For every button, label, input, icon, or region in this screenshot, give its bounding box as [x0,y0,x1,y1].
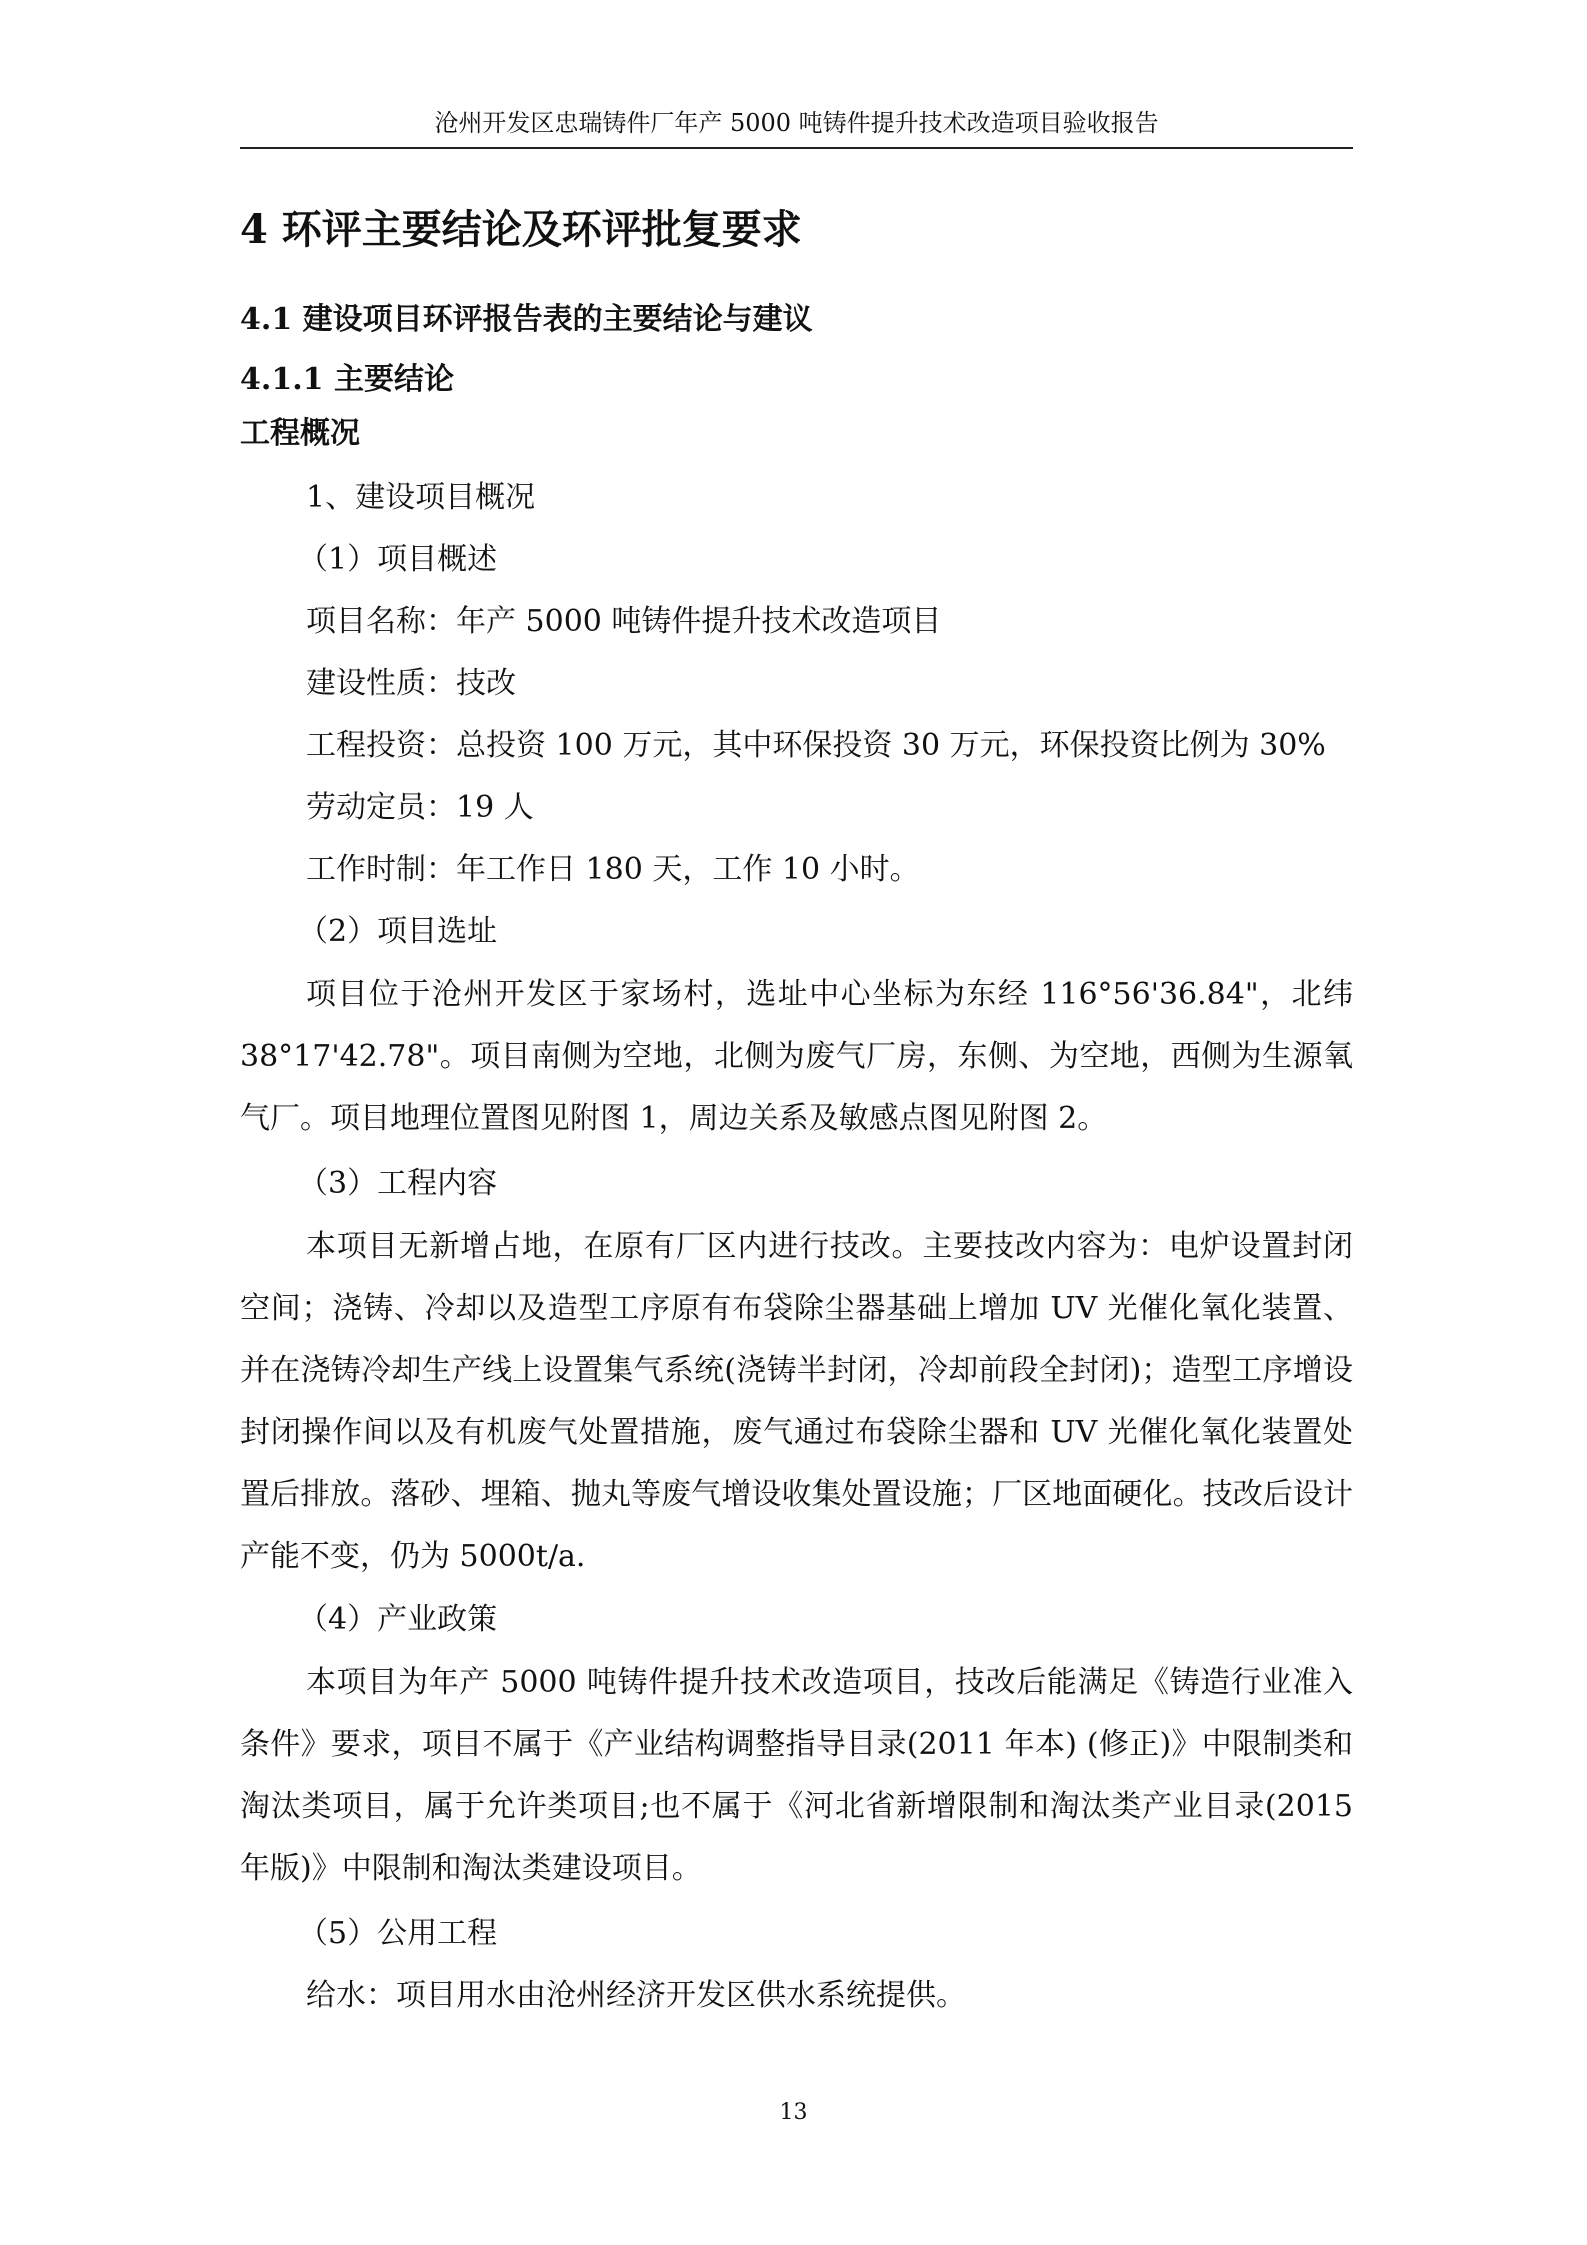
sub-heading-overview: （1）项目概述 [298,542,498,577]
header-rule [240,147,1353,149]
sub-heading-utilities: （5）公用工程 [298,1916,498,1951]
topic-heading: 工程概况 [240,416,360,451]
project-staff: 劳动定员：19 人 [306,790,534,825]
sub-heading-policy: （4）产业政策 [298,1602,498,1637]
page-number: 13 [779,2100,808,2125]
sub-heading-content: （3）工程内容 [298,1166,498,1201]
running-header: 沧州开发区忠瑞铸件厂年产 5000 吨铸件提升技术改造项目验收报告 [434,109,1159,137]
sub-heading-location: （2）项目选址 [298,914,498,949]
water-supply: 给水：项目用水由沧州经济开发区供水系统提供。 [306,1978,966,2013]
policy-paragraph: 本项目为年产 5000 吨铸件提升技术改造项目，技改后能满足《铸造行业准入条件》要求，项目不属于《产业结构调整指导目录(2011 年本) (修正)》中限制类和淘汰类项目，属于允许类项目;也不属于《河北省新增限制和淘汰类产业目录(2015 年版)》中限制和淘汰类建设项目。 [240,1665,1353,1886]
project-name: 项目名称：年产 5000 吨铸件提升技术改造项目 [306,604,942,639]
project-investment: 工程投资：总投资 100 万元，其中环保投资 30 万元，环保投资比例为 30% [306,728,1326,763]
chapter-heading: 4 环评主要结论及环评批复要求 [240,206,802,253]
project-nature: 建设性质：技改 [306,666,516,701]
location-paragraph: 项目位于沧州开发区于家场村，选址中心坐标为东经 116°56'36.84"，北纬 38°17'42.78"。项目南侧为空地，北侧为废气厂房，东侧、为空地，西侧为生源氧气厂。项目地理位置图见附图 1，周边关系及敏感点图见附图 2。 [240,977,1353,1136]
item-heading: 1、建设项目概况 [306,480,536,515]
subsection-heading: 4.1.1 主要结论 [240,362,454,397]
project-schedule: 工作时制：年工作日 180 天，工作 10 小时。 [306,852,920,887]
content-paragraph: 本项目无新增占地，在原有厂区内进行技改。主要技改内容为：电炉设置封闭空间；浇铸、冷却以及造型工序原有布袋除尘器基础上增加 UV 光催化氧化装置、并在浇铸冷却生产线上设置集气系统(浇铸半封闭，冷却前段全封闭)；造型工序增设封闭操作间以及有机废气处置措施，废气通过布袋除尘器和 UV 光催化氧化装置处置后排放。落砂、埋箱、抛丸等废气增设收集处置设施；厂区地面硬化。技改后设计产能不变，仍为 5000t/a. [240,1229,1353,1574]
section-heading: 4.1 建设项目环评报告表的主要结论与建议 [240,302,813,337]
